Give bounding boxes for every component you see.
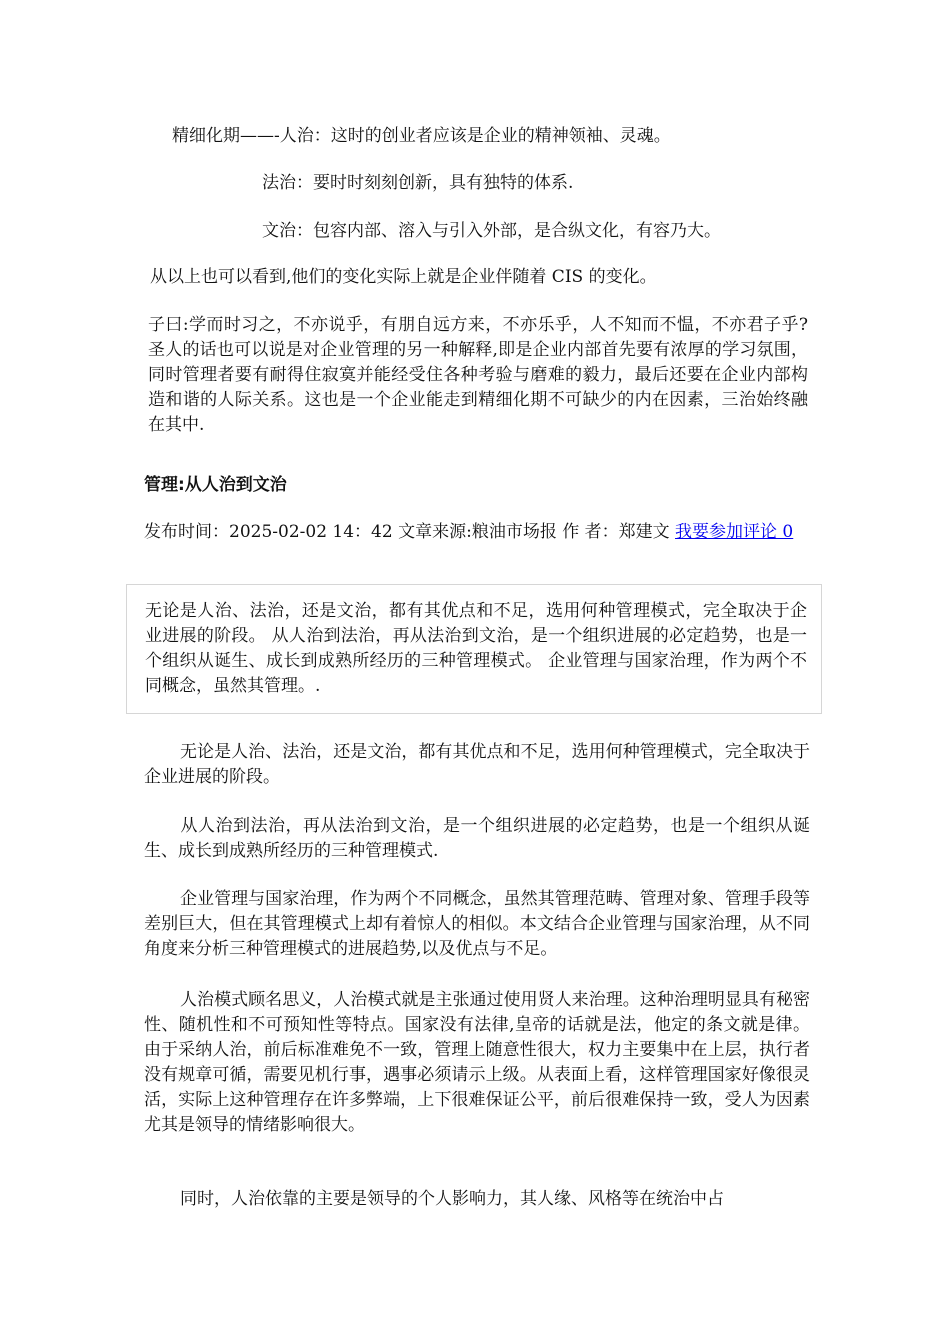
stage-line-wenzhi: 文治：包容内部、溶入与引入外部，是合纵文化，有容乃大。 <box>262 221 721 241</box>
confucius-paragraph: 子曰:学而时习之，不亦说乎，有朋自远方来，不亦乐乎，人不知而不愠，不亦君子乎?圣人的话也可以说是对企业管理的另一种解释,即是企业内部首先要有浓厚的学习氛围，同时管理者要有耐得住寂寞并能经受住各种考验与磨难的毅力，最后还要在企业内部构造和谐的人际关系。这也是一个企业能走到精细化期不可缺少的内在因素，三治始终融在其中. <box>148 315 808 435</box>
article-title: 管理:从人治到文治 <box>144 475 287 495</box>
article-paragraph: 从人治到法治，再从法治到文治，是一个组织进展的必定趋势，也是一个组织从诞生、成长到成熟所经历的三种管理模式. <box>144 816 810 861</box>
article-summary: 无论是人治、法治，还是文治，都有其优点和不足，选用何种管理模式，完全取决于企业进展的阶段。 从人治到法治，再从法治到文治，是一个组织进展的必定趋势，也是一个组织从诞生、成长到成熟所经历的三种管理模式。 企业管理与国家治理，作为两个不同概念，虽然其管理。. <box>145 601 807 696</box>
article-paragraph: 人治模式顾名思义，人治模式就是主张通过使用贤人来治理。这种治理明显具有秘密性、随机性和不可预知性等特点。国家没有法律,皇帝的话就是法，他定的条文就是律。由于采纳人治，前后标准难免不一致，管理上随意性很大，权力主要集中在上层，执行者没有规章可循，需要见机行事，遇事必须请示上级。从表面上看，这样管理国家好像很灵活，实际上这种管理存在许多弊端，上下很难保证公平，前后很难保持一致，受人为因素尤其是领导的情绪影响很大。 <box>144 990 810 1135</box>
article-summary-box <box>126 584 822 714</box>
article-meta <box>144 520 810 545</box>
article-paragraph: 无论是人治、法治，还是文治，都有其优点和不足，选用何种管理模式，完全取决于企业进展的阶段。 <box>144 742 810 787</box>
article-paragraph: 同时，人治依靠的主要是领导的个人影响力，其人缘、风格等在统治中占 <box>180 1189 724 1209</box>
stage-line-renzhi: 精细化期——-人治：这时的创业者应该是企业的精神领袖、灵魂。 <box>172 126 671 146</box>
cis-summary-line: 从以上也可以看到,他们的变化实际上就是企业伴随着 CIS 的变化。 <box>150 267 657 287</box>
article-paragraph: 企业管理与国家治理，作为两个不同概念，虽然其管理范畴、管理对象、管理手段等差别巨大，但在其管理模式上却有着惊人的相似。本文结合企业管理与国家治理，从不同角度来分析三种管理模式的进展趋势,以及优点与不足。 <box>144 889 810 959</box>
comment-link[interactable]: 我要参加评论 0 <box>675 522 794 542</box>
stage-line-fazhi: 法治：要时时刻刻创新，具有独特的体系. <box>262 173 574 193</box>
article-meta-text: 发布时间：2025-02-02 14：42 文章来源:粮油市场报 作 者：郑建文 <box>144 522 676 542</box>
